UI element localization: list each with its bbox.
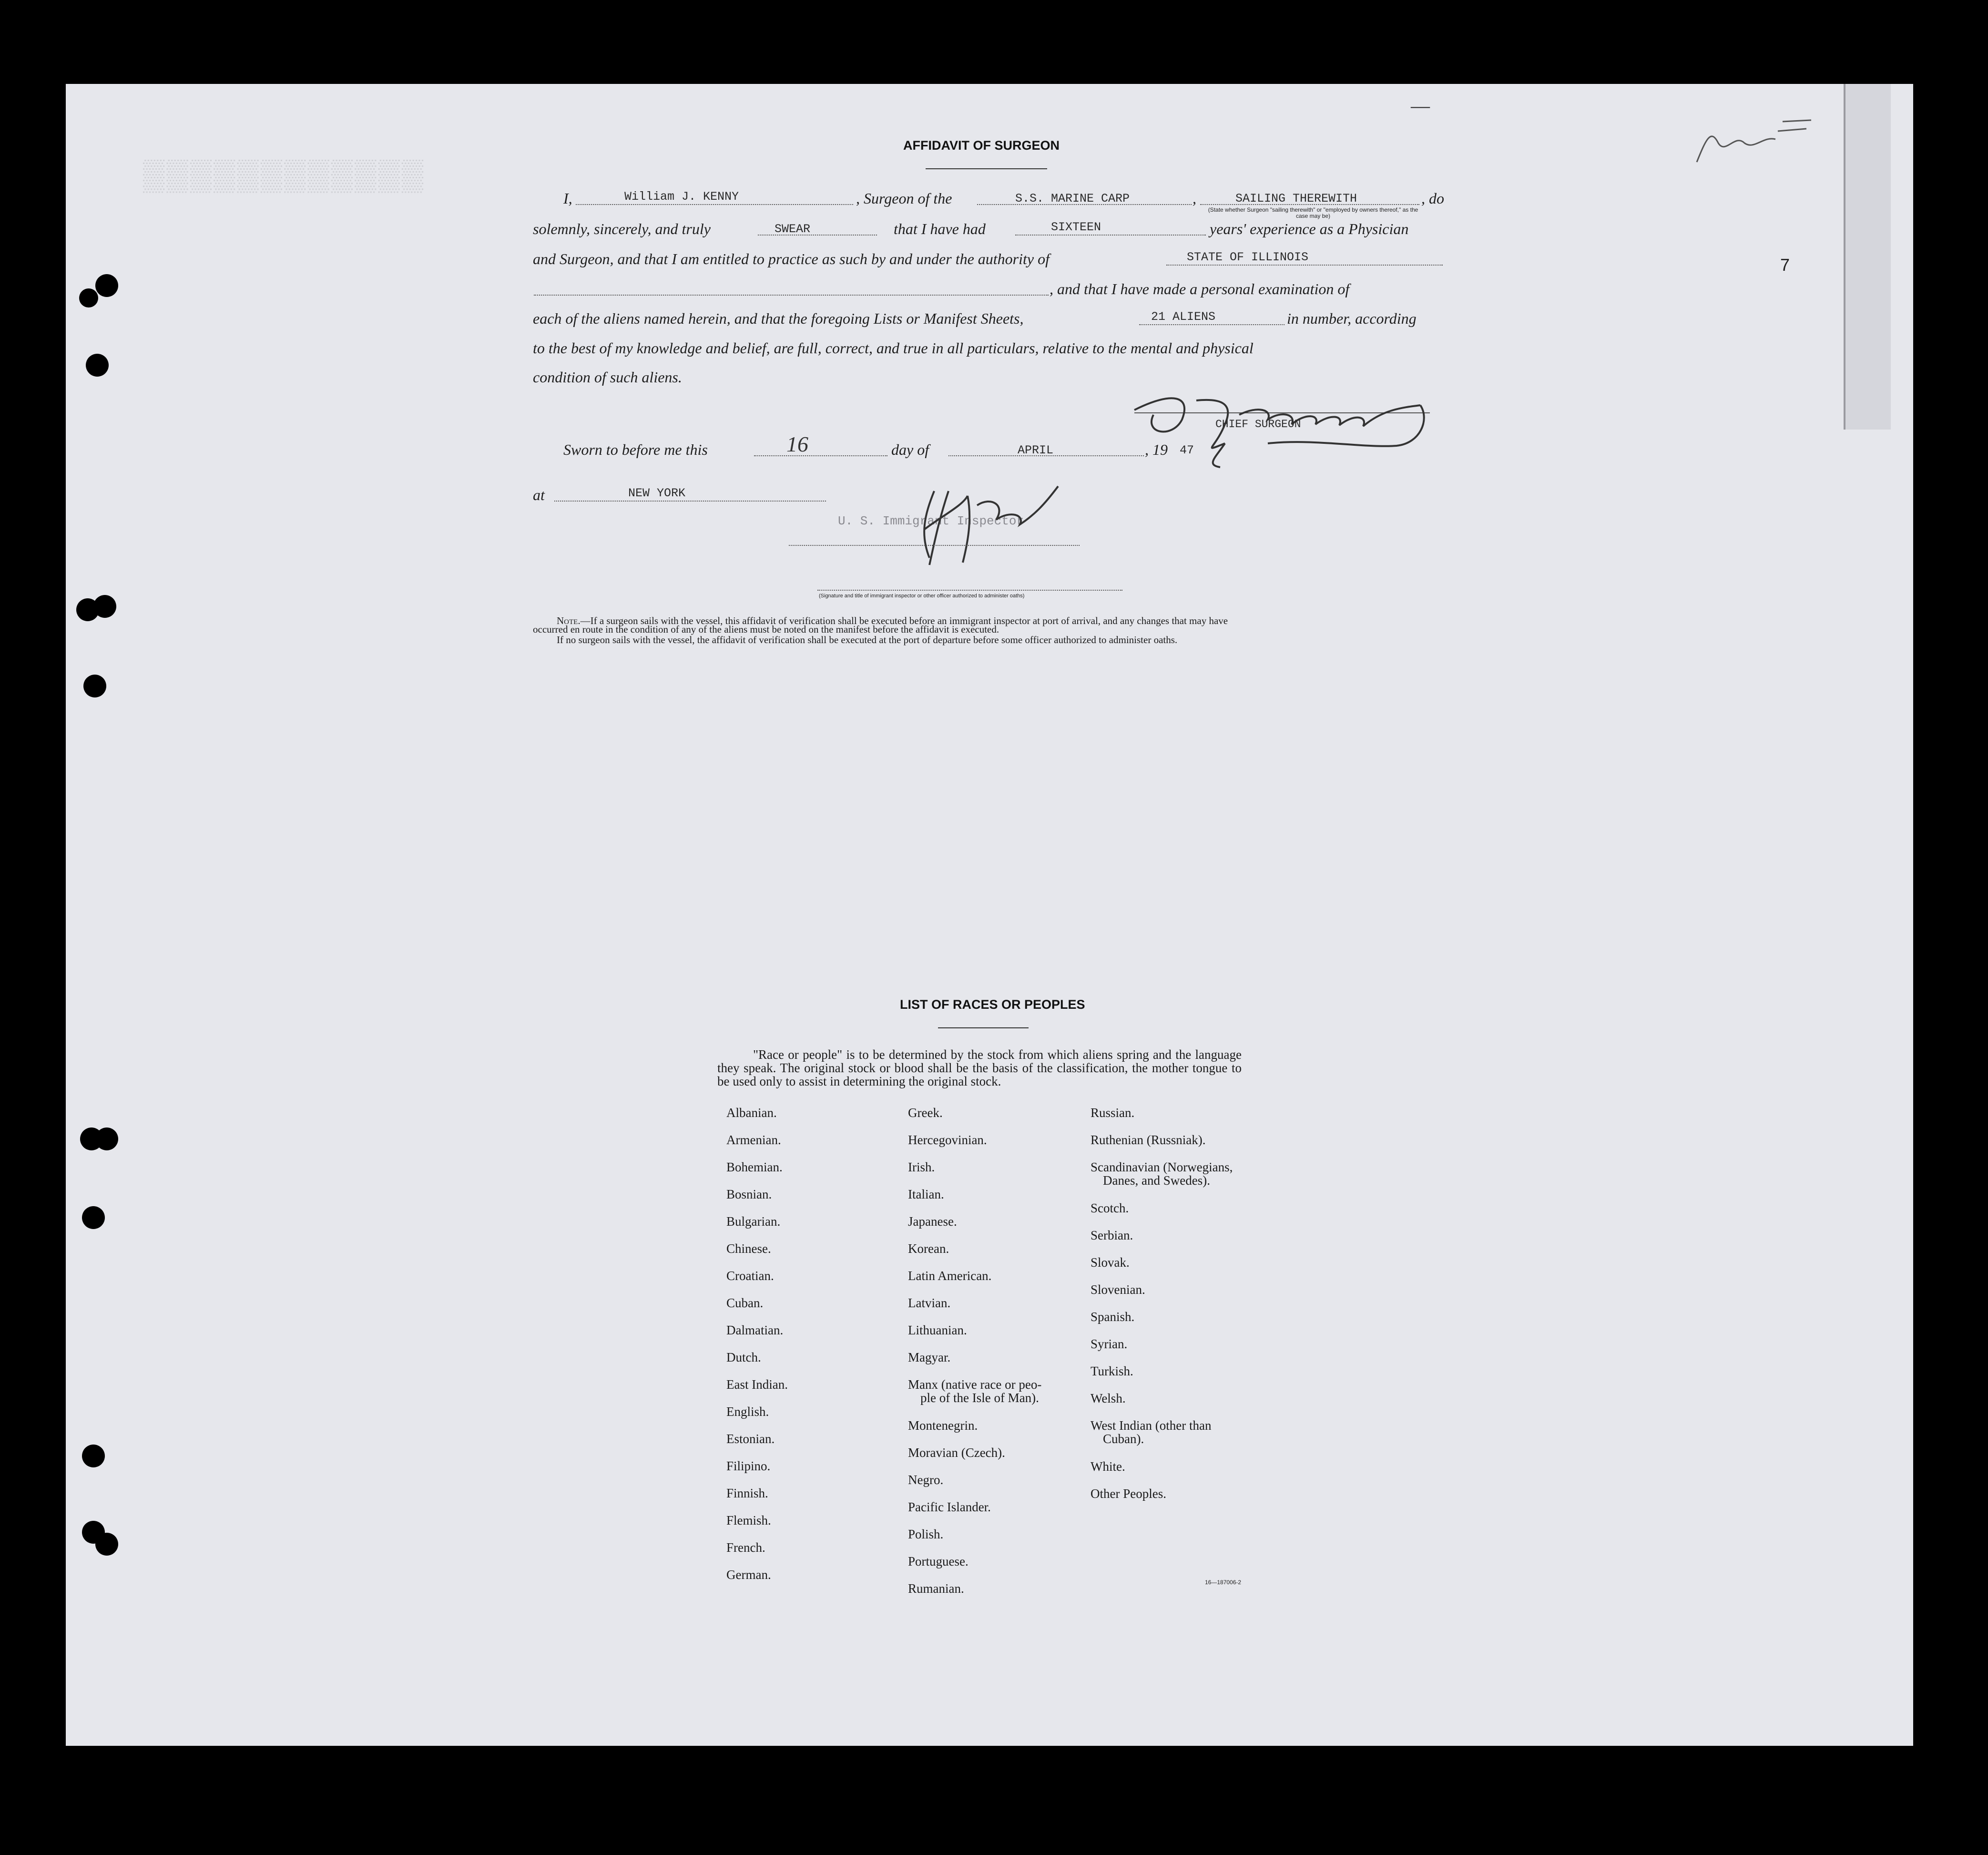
race-item: Russian.	[1091, 1106, 1135, 1120]
sworn-year: 47	[1180, 443, 1194, 457]
race-item: Dutch.	[726, 1350, 761, 1364]
years-field-line	[1015, 235, 1206, 236]
sworn-prefix: Sworn to before me this	[563, 441, 708, 458]
race-item: Slovenian.	[1091, 1282, 1145, 1297]
handwritten-margin-note	[1692, 110, 1816, 167]
race-item: Bulgarian.	[726, 1214, 781, 1229]
sworn-year-prefix: , 19	[1145, 441, 1168, 458]
race-item: Turkish.	[1091, 1364, 1133, 1378]
line1-prefix: I,	[563, 190, 572, 207]
race-item: Negro.	[908, 1473, 944, 1487]
punch-hole	[86, 354, 109, 377]
day-field-line	[754, 455, 887, 456]
race-item: Armenian.	[726, 1133, 781, 1147]
line2-prefix: solemnly, sincerely, and truly	[533, 220, 711, 237]
punch-hole	[95, 1127, 118, 1150]
authority-field-line	[1166, 265, 1443, 266]
race-item: Croatian.	[726, 1269, 774, 1283]
note-2-text: If no surgeon sails with the vessel, the affidavit of verification shall be executed at the port of departure before some officer authorized to administer oaths.	[557, 634, 1178, 646]
race-item: Dalmatian.	[726, 1323, 784, 1337]
punch-hole	[82, 1445, 105, 1467]
race-item: White.	[1091, 1459, 1125, 1474]
signature-caption: (Signature and title of immigrant inspector or other officer authorized to administer oaths)	[819, 593, 1025, 599]
race-item: German.	[726, 1568, 771, 1582]
race-item: Albanian.	[726, 1106, 777, 1120]
sworn-day: 16	[786, 432, 808, 456]
line1-mid: , Surgeon of the	[856, 190, 952, 207]
race-item: Rumanian.	[908, 1581, 964, 1596]
place-field-line	[554, 501, 826, 502]
punch-hole	[95, 1533, 118, 1556]
race-item: Lithuanian.	[908, 1323, 967, 1337]
race-item: Latin American.	[908, 1269, 992, 1283]
line1-suffix: , do	[1421, 190, 1444, 207]
note-1-text: —If a surgeon sails with the vessel, this affidavit of verification shall be executed before an immigrant inspector at port of arrival, and any changes that may have	[580, 615, 1228, 626]
line3-prefix: and Surgeon, and that I am entitled to practice as such by and under the authority of	[533, 250, 1050, 267]
authority-continuation-line	[534, 295, 1049, 296]
race-item: Syrian.	[1091, 1337, 1128, 1351]
race-item: Welsh.	[1091, 1391, 1126, 1405]
status-instruction: (State whether Surgeon "sailing therewith" or "employed by owners thereof," as the case may be)	[1208, 206, 1418, 219]
race-item: Ruthenian (Russniak).	[1091, 1133, 1206, 1147]
race-item: Flemish.	[726, 1513, 771, 1527]
race-item: Greek.	[908, 1106, 943, 1120]
race-item: West Indian (other than	[1091, 1418, 1212, 1433]
surgeon-status: SAILING THEREWITH	[1235, 192, 1357, 205]
race-item: Hercegovinian.	[908, 1133, 987, 1147]
punch-hole	[93, 595, 116, 618]
races-column-3	[1091, 1106, 1233, 1514]
race-item: English.	[726, 1404, 769, 1419]
officer-signature-line	[817, 590, 1122, 591]
race-item: Filipino.	[726, 1459, 771, 1473]
years-experience: SIXTEEN	[1051, 220, 1101, 234]
race-item: Estonian.	[726, 1432, 775, 1446]
sworn-mid: day of	[891, 441, 929, 458]
line1-comma: ,	[1193, 190, 1196, 207]
race-item: Bohemian.	[726, 1160, 783, 1174]
inspector-stamp: U. S. Immigrant Inspector	[838, 514, 1024, 528]
race-item-continued: Cuban).	[1103, 1432, 1144, 1446]
punch-hole	[79, 288, 98, 307]
punch-hole	[95, 274, 118, 297]
line5-prefix: each of the aliens named herein, and that the foregoing Lists or Manifest Sheets,	[533, 310, 1024, 327]
punch-hole	[82, 1206, 105, 1229]
race-item: Manx (native race or peo-	[908, 1377, 1042, 1392]
form-number: 16—187006-2	[1205, 1579, 1242, 1586]
races-column-2	[908, 1106, 1041, 1609]
race-item: Other Peoples.	[1091, 1486, 1166, 1501]
race-item: Moravian (Czech).	[908, 1445, 1005, 1460]
alien-count: 21 ALIENS	[1151, 310, 1216, 324]
bleed-through-text: ▒▒▒▒▒▒▒▒▒▒▒▒	[143, 158, 426, 192]
races-column-1	[726, 1106, 788, 1595]
count-field-line	[1139, 324, 1285, 325]
at-prefix: at	[533, 486, 545, 503]
folded-page-edge	[1844, 84, 1891, 430]
line6-text: to the best of my knowledge and belief, are full, correct, and true in all particulars, relative to the mental and physical	[533, 339, 1254, 357]
race-item: Italian.	[908, 1187, 944, 1201]
sworn-place: NEW YORK	[628, 486, 686, 500]
inspector-title-line	[789, 545, 1080, 546]
race-item: Polish.	[908, 1527, 944, 1541]
race-item: Portuguese.	[908, 1554, 969, 1568]
licensing-authority: STATE OF ILLINOIS	[1187, 250, 1309, 264]
surgeon-title: CHIEF SURGEON	[1215, 418, 1301, 430]
race-item: Magyar.	[908, 1350, 951, 1364]
line2-mid: that I have had	[894, 220, 986, 237]
vessel-name: S.S. MARINE CARP	[1015, 192, 1130, 205]
race-item: Serbian.	[1091, 1228, 1133, 1242]
race-item: French.	[726, 1540, 765, 1555]
sworn-month: APRIL	[1018, 443, 1054, 457]
race-item: Chinese.	[726, 1241, 771, 1256]
race-item: Irish.	[908, 1160, 935, 1174]
line5-suffix: in number, according	[1287, 310, 1417, 327]
margin-mark: —	[1411, 95, 1430, 116]
note-1-continuation: occurred en route in the condition of any of the aliens must be noted on the manifest before the affidavit is executed.	[533, 624, 999, 635]
page-number: 7	[1780, 255, 1790, 275]
race-item: Montenegrin.	[908, 1418, 978, 1433]
oath-word: SWEAR	[775, 222, 811, 236]
races-title: LIST OF RACES OR PEOPLES	[900, 997, 1085, 1012]
race-item: Latvian.	[908, 1296, 951, 1310]
race-item: East Indian.	[726, 1377, 788, 1392]
punch-hole	[83, 675, 106, 697]
affidavit-title: AFFIDAVIT OF SURGEON	[903, 138, 1060, 153]
race-item: Scotch.	[1091, 1201, 1129, 1215]
race-item: Japanese.	[908, 1214, 957, 1229]
line2-suffix: years' experience as a Physician	[1210, 220, 1409, 237]
races-title-underline	[938, 1027, 1029, 1028]
race-item: Bosnian.	[726, 1187, 772, 1201]
title-underline	[926, 168, 1047, 169]
race-item-continued: Danes, and Swedes).	[1103, 1173, 1210, 1188]
race-item-continued: ple of the Isle of Man).	[920, 1391, 1039, 1405]
race-item: Spanish.	[1091, 1310, 1135, 1324]
race-item: Scandinavian (Norwegians,	[1091, 1160, 1233, 1174]
note-label-text: Note.	[557, 615, 581, 626]
race-item: Korean.	[908, 1241, 949, 1256]
race-item: Cuban.	[726, 1296, 764, 1310]
surgeon-name: William J. KENNY	[624, 190, 739, 204]
race-item: Slovak.	[1091, 1255, 1130, 1270]
line7-text: condition of such aliens.	[533, 369, 682, 386]
name-field-line	[576, 204, 853, 205]
race-item: Pacific Islander.	[908, 1500, 991, 1514]
race-item: Finnish.	[726, 1486, 768, 1500]
line4-text: , and that I have made a personal examination of	[1050, 280, 1350, 297]
inspector-signature	[896, 477, 1087, 572]
races-intro: "Race or people" is to be determined by the stock from which aliens spring and the language they speak. The original stock or blood shall be the basis of the classification, the mother tongue to be used only to assist in determining the original stock.	[717, 1047, 1242, 1088]
